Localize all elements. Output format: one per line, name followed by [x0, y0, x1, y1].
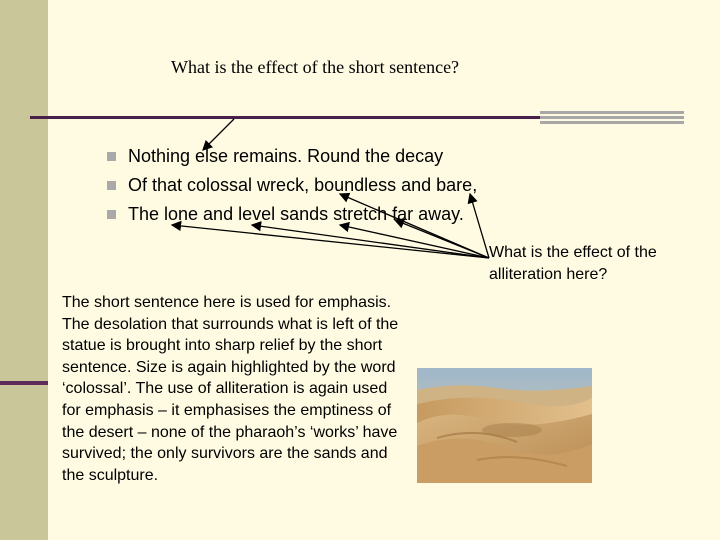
alliteration-arrow	[395, 220, 489, 258]
question-title: What is the effect of the short sentence?	[171, 57, 460, 77]
alliteration-arrow	[252, 225, 489, 258]
poem-line-text: The lone and level sands stretch far away.	[128, 204, 464, 224]
alliteration-arrow	[340, 225, 489, 258]
answer-text: The short sentence here is used for emphasis. The desolation that surrounds what is left of the statue is brought into sharp relief by the short sentence. Size is again highlighted by the word ‘colossal’. The use of alliteration is again used for emphasis – it emphasises the emptiness of the desert – none of the pharaoh’s ‘works’ have survived; the only survivors are the sands and the sculpture.	[62, 294, 399, 484]
short-sentence-arrow	[203, 119, 234, 150]
alliteration-question: What is the effect of the alliteration here?	[489, 244, 657, 283]
alliteration-arrow	[470, 194, 489, 258]
alliteration-arrow	[172, 225, 489, 258]
poem-line-text: Nothing else remains. Round the decay	[128, 146, 444, 166]
poem-line-text: Of that colossal wreck, boundless and bare,	[128, 175, 478, 195]
desert-photo	[417, 368, 592, 483]
